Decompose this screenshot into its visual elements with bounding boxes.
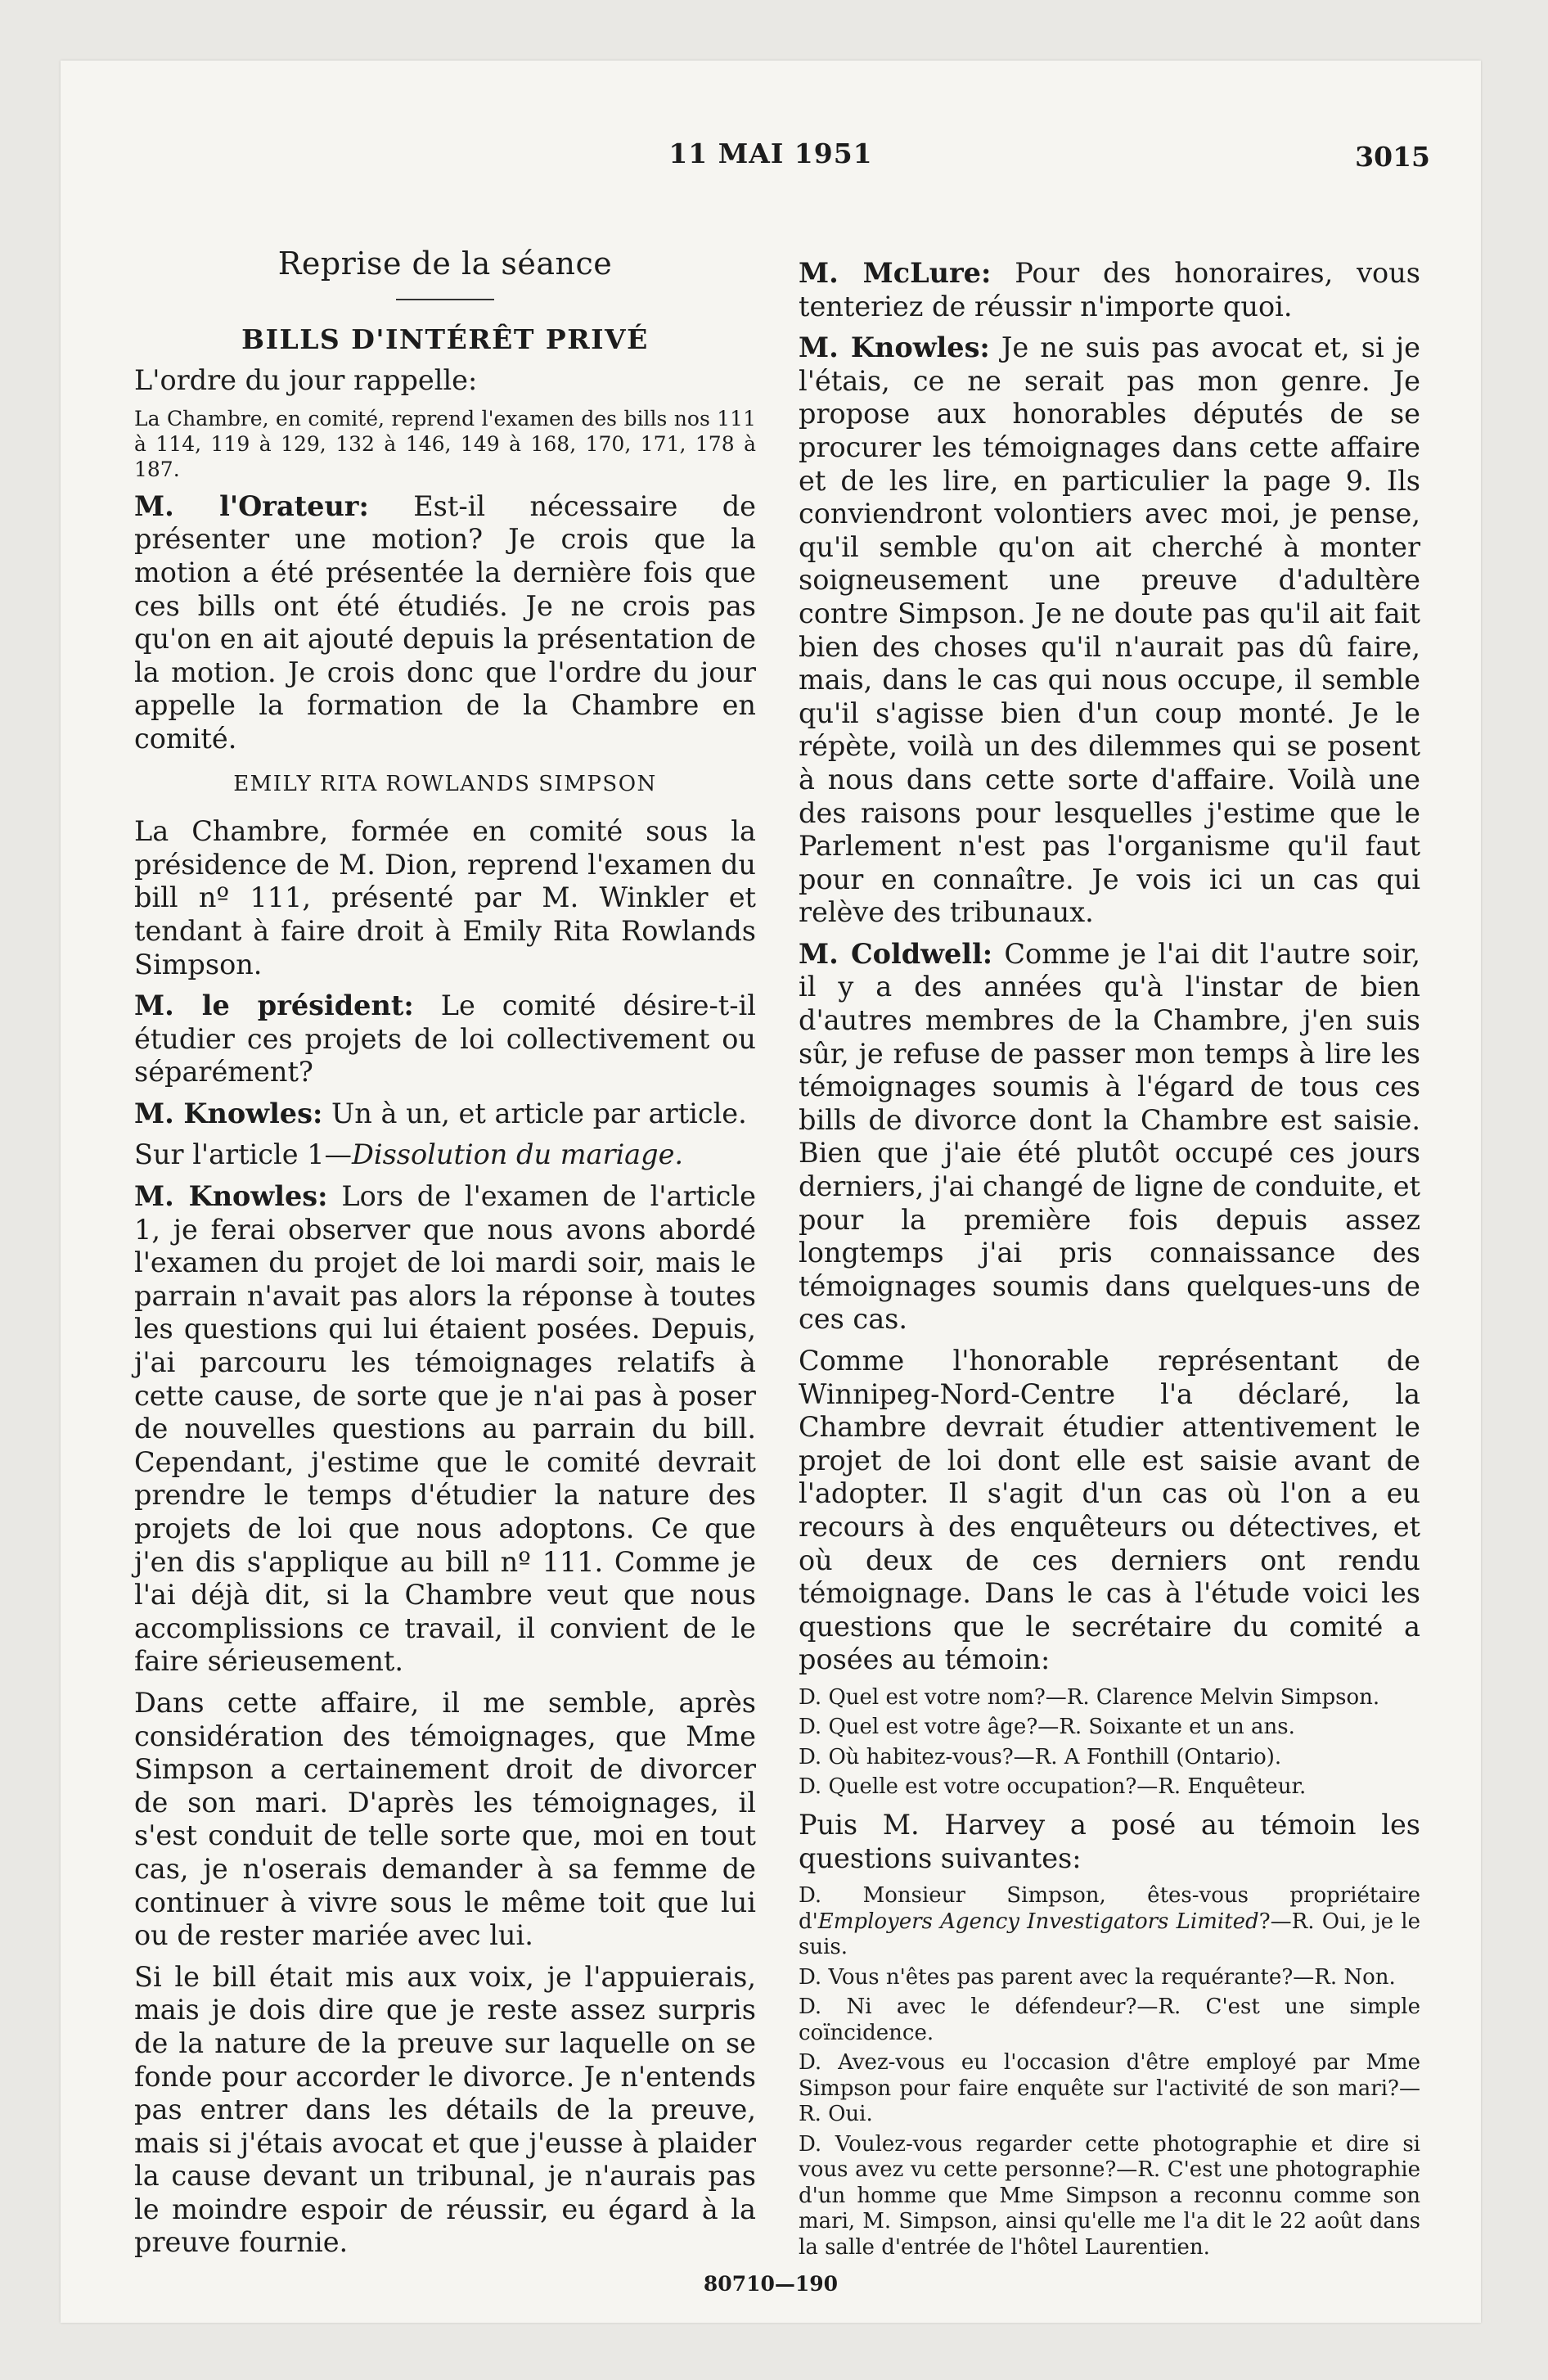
speech-text: Un à un, et article par article. bbox=[331, 1097, 747, 1129]
speech-text: Je ne suis pas avocat et, si je l'étais, ce ne serait pas mon genre. Je propose aux honorables députés de se procurer les témoignages dans cette affaire et de les lire, en particulier la page 9. Ils conviendront volontiers avec moi, je pense, qu'il semble qu'on ait cherché à monter soigneusement une preuve d'adultère contre Simpson. Je ne doute pas qu'il ait fait bien des choses qu'il n'aurait pas dû faire, mais, dans le cas qui nous occupe, il semble qu'il s'agisse bien d'un coup monté. Je le répète, voilà un des dilemmes qui se posent à nous dans cette sorte d'affaire. Voilà une des raisons pour lesquelles j'estime que le Parlement n'est pas l'organisme qu'il faut pour en connaître. Je vois ici un cas qui relève des tribunaux. bbox=[799, 331, 1420, 929]
qa-line bbox=[799, 1883, 1420, 1961]
qa-line: D. Vous n'êtes pas parent avec la requérante?—R. Non. bbox=[799, 1964, 1396, 1990]
paragraph-bill: Si le bill était mis aux voix, je l'appuierais, mais je dois dire que je reste assez surpris de la nature de la preuve sur laquelle on se fonde pour accorder le divorce. Je n'entends pas entrer dans les détails de la preuve, mais si j'étais avocat et que j'eusse à plaider la cause devant un tribunal, je n'aurais pas le moindre espoir de réussir, eu égard à la preuve fournie. bbox=[134, 1960, 756, 2259]
mclure-paragraph bbox=[799, 257, 1420, 323]
qa-block-1 bbox=[799, 1685, 1420, 1801]
speech-text: Le comité désire-t-il étudier ces projets de loi collectivement ou séparément? bbox=[134, 989, 756, 1089]
right-column bbox=[799, 257, 1420, 2269]
speaker-name: M. Coldwell: bbox=[799, 937, 993, 970]
speaker-name: M. Knowles: bbox=[134, 1180, 328, 1213]
paragraph-winnipeg: Comme l'honorable représentant de Winnipeg-Nord-Centre l'a déclaré, la Chambre devrait étudier attentivement le projet de loi dont elle est saisie avant de l'adopter. Il s'agit d'un cas où l'on a eu recours à des enquêteurs ou détectives, et où deux de ces derniers ont rendu témoignage. Dans le cas à l'étude voici les questions que le secrétaire du comité a posées au témoin: bbox=[799, 1345, 1420, 1676]
divider bbox=[396, 299, 494, 300]
page bbox=[61, 61, 1481, 2323]
qa-line: D. Quel est votre nom?—R. Clarence Melvin Simpson. bbox=[799, 1684, 1380, 1710]
speaker-name: M. McLure: bbox=[799, 257, 992, 289]
speaker-name: M. Knowles: bbox=[134, 1097, 323, 1129]
speech-text: Lors de l'examen de l'article 1, je ferai observer que nous avons abordé l'examen du projet de loi mardi soir, mais le parrain n'avait pas alors la réponse à toutes les questions qui lui étaient posées. Depuis, j'ai parcouru les témoignages relatifs à cette cause, de sorte que je n'ai pas à poser de nouvelles questions au parrain du bill. Cependant, j'estime que le comité devrait prendre le temps d'étudier la nature des projets de loi que nous adoptons. Ce que j'en dis s'applique au bill nº 111. Comme je l'ai déjà dit, si la Chambre veut que nous accomplissions ce travail, il convient de le faire sérieusement. bbox=[134, 1180, 756, 1678]
qa-line: D. Quelle est votre occupation?—R. Enquêteur. bbox=[799, 1774, 1307, 1800]
article-line bbox=[134, 1138, 756, 1172]
speaker-name: M. Knowles: bbox=[799, 331, 990, 364]
qa-text: D. Monsieur Simpson, êtes-vous propriétaire d' bbox=[799, 1883, 1420, 1934]
section-title-reprise: Reprise de la séance bbox=[277, 246, 613, 282]
knowles-paragraph-2 bbox=[134, 1180, 756, 1679]
article-prefix: Sur l'article 1— bbox=[134, 1138, 353, 1171]
qa-text: ?—R. Oui, je le suis. bbox=[799, 1909, 1420, 1960]
company-name: Employers Agency Investigators Limited bbox=[817, 1909, 1259, 1934]
qa-line: D. Où habitez-vous?—R. A Fonthill (Ontario). bbox=[799, 1744, 1282, 1769]
speech-text: Comme je l'ai dit l'autre soir, il y a des années qu'à l'instar de bien d'autres membres de la Chambre, j'en suis sûr, je refuse de passer mon temps à lire les témoignages soumis à l'égard de tous ces bills de divorce dont la Chambre est saisie. Bien que j'aie été plutôt occupé ces jours derniers, j'ai changé de ligne de conduite, et pour la première fois depuis assez longtemps j'ai pris connaissance des témoignages soumis dans quelques-uns de ces cas. bbox=[799, 937, 1420, 1336]
orateur-paragraph bbox=[134, 490, 756, 756]
speech-text: Pour des honoraires, vous tenteriez de réussir n'importe quoi. bbox=[799, 257, 1420, 322]
page-number: 3015 bbox=[1355, 141, 1430, 173]
paragraph-harvey: Puis M. Harvey a posé au témoin les questions suivantes: bbox=[799, 1808, 1420, 1874]
qa-line: D. Avez-vous eu l'occasion d'être employé par Mme Simpson pour faire enquête sur l'activité de son mari?—R. Oui. bbox=[799, 2050, 1420, 2127]
knowles-paragraph-1 bbox=[134, 1098, 756, 1131]
qa-line: D. Voulez-vous regarder cette photographie et dire si vous avez vu cette personne?—R. C'est une photographie d'un homme que Mme Simpson a reconnu comme son mari, M. Simpson, ainsi qu'elle me l'a dit le 22 août dans la salle d'entrée de l'hôtel Laurentien. bbox=[799, 2131, 1420, 2260]
heading-simpson: EMILY RITA ROWLANDS SIMPSON bbox=[233, 771, 657, 796]
ordre-du-jour: L'ordre du jour rappelle: bbox=[134, 364, 478, 397]
speech-text: Est-il nécessaire de présenter une motion? Je crois que la motion a été présentée la dernière fois que ces bills ont été étudiés. Je ne crois pas qu'on en ait ajouté depuis la présentation de la motion. Je crois donc que l'ordre du jour appelle la formation de la Chambre en comité. bbox=[134, 489, 756, 755]
qa-line: D. Ni avec le défendeur?—R. C'est une simple coïncidence. bbox=[799, 1995, 1420, 2045]
chambre-comite-paragraph: La Chambre, formée en comité sous la présidence de M. Dion, reprend l'examen du bill nº 111, présenté par M. Winkler et tendant à faire droit à Emily Rita Rowlands Simpson. bbox=[134, 815, 756, 980]
page-header bbox=[61, 137, 1481, 187]
paragraph-affaire: Dans cette affaire, il me semble, après considération des témoignages, que Mme Simpson a certainement droit de divorcer de son mari. D'après les témoignages, il s'est conduit de telle sorte que, moi en tout cas, je n'oserais demander à sa femme de continuer à vivre sous le même toit que lui ou de rester mariée avec lui. bbox=[134, 1686, 756, 1952]
knowles-paragraph-3 bbox=[799, 331, 1420, 930]
speaker-name: M. l'Orateur: bbox=[134, 489, 369, 522]
speaker-name: M. le président: bbox=[134, 989, 414, 1022]
left-column bbox=[134, 247, 756, 2268]
header-date: 11 MAI 1951 bbox=[668, 137, 873, 169]
footer-code: 80710—190 bbox=[703, 2272, 839, 2296]
heading-bills: BILLS D'INTÉRÊT PRIVÉ bbox=[241, 322, 649, 355]
qa-block-2 bbox=[799, 1883, 1420, 2261]
president-paragraph bbox=[134, 989, 756, 1089]
chambre-small-note: La Chambre, en comité, reprend l'examen des bills nos 111 à 114, 119 à 129, 132 à 146, 149 à 168, 170, 171, 178 à 187. bbox=[134, 406, 756, 481]
coldwell-paragraph bbox=[799, 938, 1420, 1336]
article-title: Dissolution du mariage. bbox=[352, 1138, 684, 1171]
qa-line: D. Quel est votre âge?—R. Soixante et un ans. bbox=[799, 1715, 1295, 1740]
